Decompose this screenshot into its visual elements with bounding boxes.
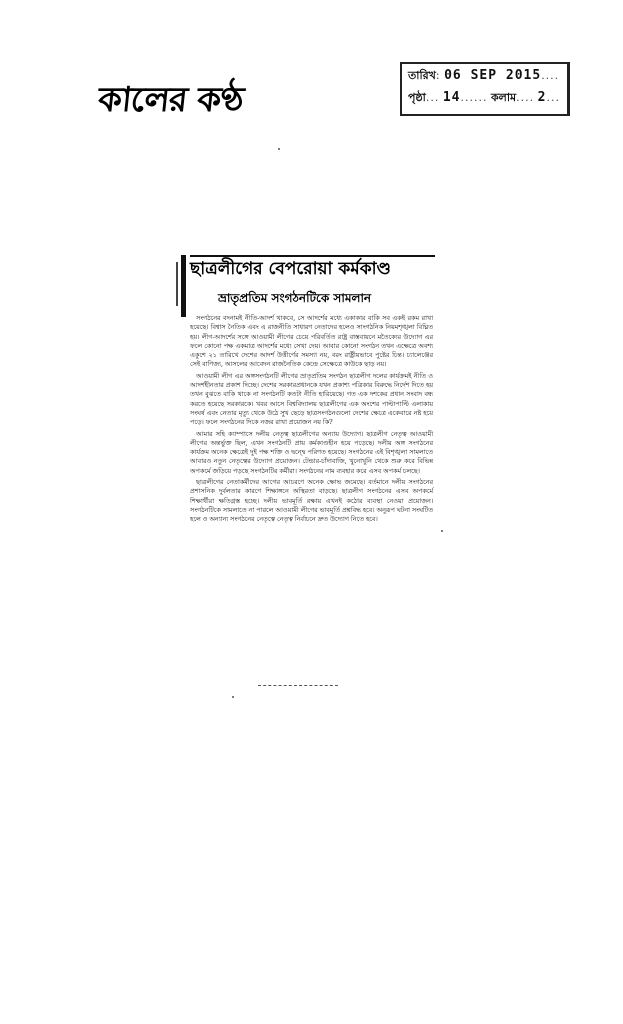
stamp-column-label: কলাম — [490, 91, 517, 104]
article-end-rule — [258, 685, 338, 687]
article-headline: ছাত্রলীগের বেপরোয়া কর্মকাণ্ড — [190, 259, 391, 279]
clipping-edge-mark — [181, 255, 186, 317]
article-paragraph: ছাত্রলীগের নেতাকর্মীদের আগের আচরণে অনেক ক্ষোভ জমেছে। বর্তমানে দলীয় সংগঠনের প্রশাসনিক দুর্বলতার কারণে শিক্ষাঙ্গনে অস্থিরতা বাড়ছে। ছাত্রলীগ সংগঠনের এসব অপকর্মে শিক্ষার্থীরা ক্ষতিগ্রস্ত হচ্ছে। দলীয় ভাবমূর্তি রক্ষায় এখনই কঠোর ব্যবস্থা নেওয়া প্রয়োজন। সংগঠনটিকে সামলাতে না পারলে আওয়ামী লীগের ভাবমূর্তি প্রশ্নবিদ্ধ হবে। অনুরূপ ঘটনা সংঘটিত হলে ও অন্যান্য সংগঠনের নেতৃত্বে নেতৃত্ব নির্বাচনে দ্রুত উদ্যোগ নিতে হবে। — [190, 478, 433, 524]
article-paragraph: সংগঠনের বদনামই নীতি-আদর্শ থাকবে, সে আদর্শের মধ্যে একাকার বাকি সব একই রকম রাখা হয়েছে। বিশ্বাস নৈতিক এবং এ রাজনীতি সাধারণ নেতাদের হলেও সাংগঠনিক নিয়মশৃঙ্খলা বিঘ্নিত হয়। লীগ-আদর্শের সঙ্গে আওয়ামী লীগের চেয়ে পরিবর্তিত রাষ্ট্র বাস্তবায়নে মতৈক্যের উদ্যোগ এর ফলে কোনো পক্ষ একমাত্র আদর্শের মধ্যে সেখা দেয়। আবার কোনো সংগঠন তখন এক্ষেত্রে অবশ্য একুশে ২১ তারিখে দেশের আদর্শ উত্তীর্ণের সমস্যা নয়, বরং রাষ্ট্রীয়ভাবে পুষ্টের চিন্ত। চ্যালেঞ্জের সেই বাণিজ্য, আসলের আবেদন রাজনৈতিক কেন্দ্রে সেক্ষেত্রে কাউকে ছাড় নয়। — [190, 314, 433, 369]
scan-speck — [441, 530, 443, 532]
stamp-date-value: 06 SEP 2015 — [444, 68, 542, 83]
article-headline-block — [190, 255, 450, 279]
headline-rule — [190, 255, 435, 257]
stamp-page-value: 14 — [442, 90, 461, 105]
article-subheadline: ভ্রাতৃপ্রতিম সংগঠনটিকে সামলান — [218, 291, 372, 305]
clipping-date-stamp — [400, 62, 570, 116]
newspaper-masthead: কালের কণ্ঠ — [96, 80, 245, 120]
scan-speck — [278, 148, 280, 150]
stamp-date-label: তারিখ — [408, 69, 436, 82]
article-paragraph: আমার সহি ক্যাম্পাসে দলীয় নেতৃত্ব ছাত্রলীগের অন্যায় উদ্যোগ। ছাত্রলীগ নেতৃত্ব আওয়ামী লীগের অন্তর্ভুক্ত ছিল, এখন সংগঠনটি প্রায় কর্মকাণ্ডহীন হয়ে পড়েছে। দলীয় অঙ্গ সংগঠনের কার্যক্রম অনেক ক্ষেত্রেই দুই পক্ষ শক্তি ও দ্বন্দ্বে পরিণত হয়েছে। সংগঠনের এই বিশৃঙ্খলা সামলাতে আবারও নতুন নেতৃত্বের উদ্যোগ প্রয়োজন। টেন্ডার-চাঁদাবাজি, খুনোখুনি থেকে শুরু করে বিভিন্ন অপকর্মে জড়িয়ে পড়ছে সংগঠনটির কর্মীরা। সংগঠনের নাম ব্যবহার করে এসব অপকর্ম চলছে। — [190, 429, 433, 475]
stamp-page-row: পৃষ্ঠা... 14...... কলাম.... 2... — [408, 90, 560, 105]
stamp-page-label: পৃষ্ঠা — [408, 91, 426, 104]
scan-speck — [232, 696, 234, 698]
stamp-column-value: 2 — [537, 90, 547, 105]
article-paragraph: আওয়ামী লীগ এর অঙ্গসংগঠনটি লীগের ভ্রাতৃপ্রতিম সংগঠন ছাত্রলীগ দলের কার্যক্রমই নীতি ও আদর্শহীনতার প্রকাশ দিচ্ছে। দেশের সরকারপ্রধানকে যখন প্রকাশ্য পত্রিকার বিরুদ্ধে নির্দেশ দিতে হয় তখন বুঝতে বাকি থাকে না সংগঠনটি কতটা নীতি হারিয়েছে। গত এক দশকের প্রধান সংবাদ বন্ধ করতে হয়েছে সরকারকে। খবর আসে বিশ্ববিদ্যালয় ছাত্রলীগের এক অংশের পাল্টাপাল্টি এলাকায় সংঘর্ষ এবং নেতার মৃত্যু থেকে উঠে সুখ ছেড়ে ছাত্রসংগঠনগুলো দেশের ক্ষেত্রে একেবারে নষ্ট হয়ে পড়ে। ফলে সংগঠনের দিকে নজর রাখা প্রয়োজন নয় কি? — [190, 371, 433, 427]
article-body — [190, 314, 433, 527]
stamp-date-row: তারিখ: 06 SEP 2015.... — [408, 68, 560, 83]
clipping-edge-shadow — [176, 262, 178, 306]
